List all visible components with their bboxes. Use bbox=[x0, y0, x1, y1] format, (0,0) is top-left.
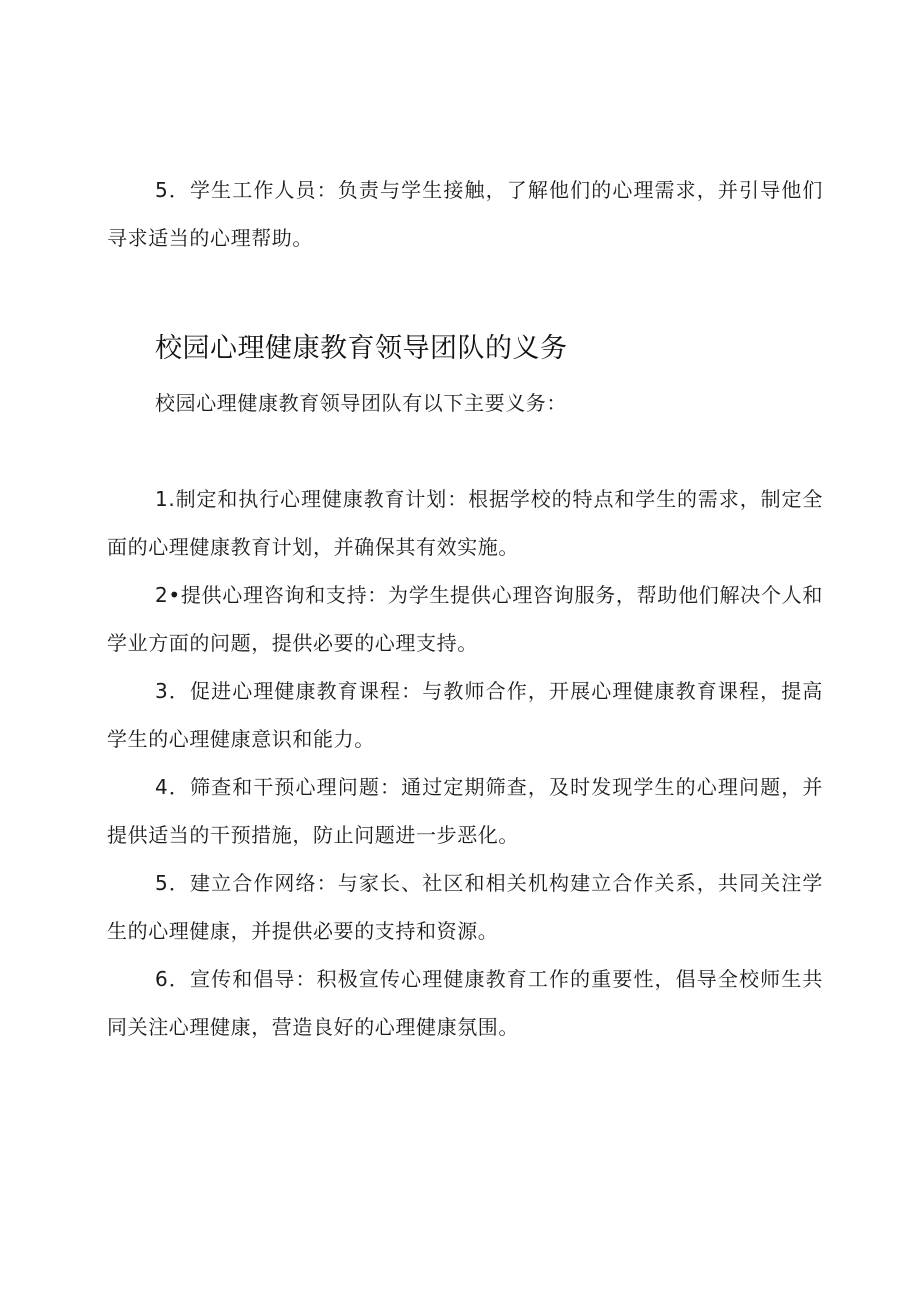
duty-item-3: 3．促进心理健康教育课程：与教师合作，开展心理健康教育课程，提高学生的心理健康意识和能力。 bbox=[107, 679, 823, 751]
duty-item-5: 5．建立合作网络：与家长、社区和相关机构建立合作关系，共同关注学生的心理健康，并提供必要的支持和资源。 bbox=[107, 871, 823, 943]
duty-item-6: 6．宣传和倡导：积极宣传心理健康教育工作的重要性，倡导全校师生共同关注心理健康，营造良好的心理健康氛围。 bbox=[107, 967, 823, 1039]
duty-item-4: 4．筛查和干预心理问题：通过定期筛查，及时发现学生的心理问题，并提供适当的干预措施，防止问题进一步恶化。 bbox=[107, 775, 823, 847]
section-title: 校园心理健康教育领导团队的义务 bbox=[155, 333, 568, 364]
duty-item-2: 2•提供心理咨询和支持：为学生提供心理咨询服务，帮助他们解决个人和学业方面的问题，提供必要的心理支持。 bbox=[107, 583, 823, 655]
section-intro: 校园心理健康教育领导团队有以下主要义务： bbox=[155, 391, 567, 415]
duty-item-1: 1.制定和执行心理健康教育计划：根据学校的特点和学生的需求，制定全面的心理健康教育计划，并确保其有效实施。 bbox=[107, 487, 823, 559]
paragraph-student-staff: 5．学生工作人员：负责与学生接触，了解他们的心理需求，并引导他们寻求适当的心理帮助。 bbox=[107, 178, 823, 250]
